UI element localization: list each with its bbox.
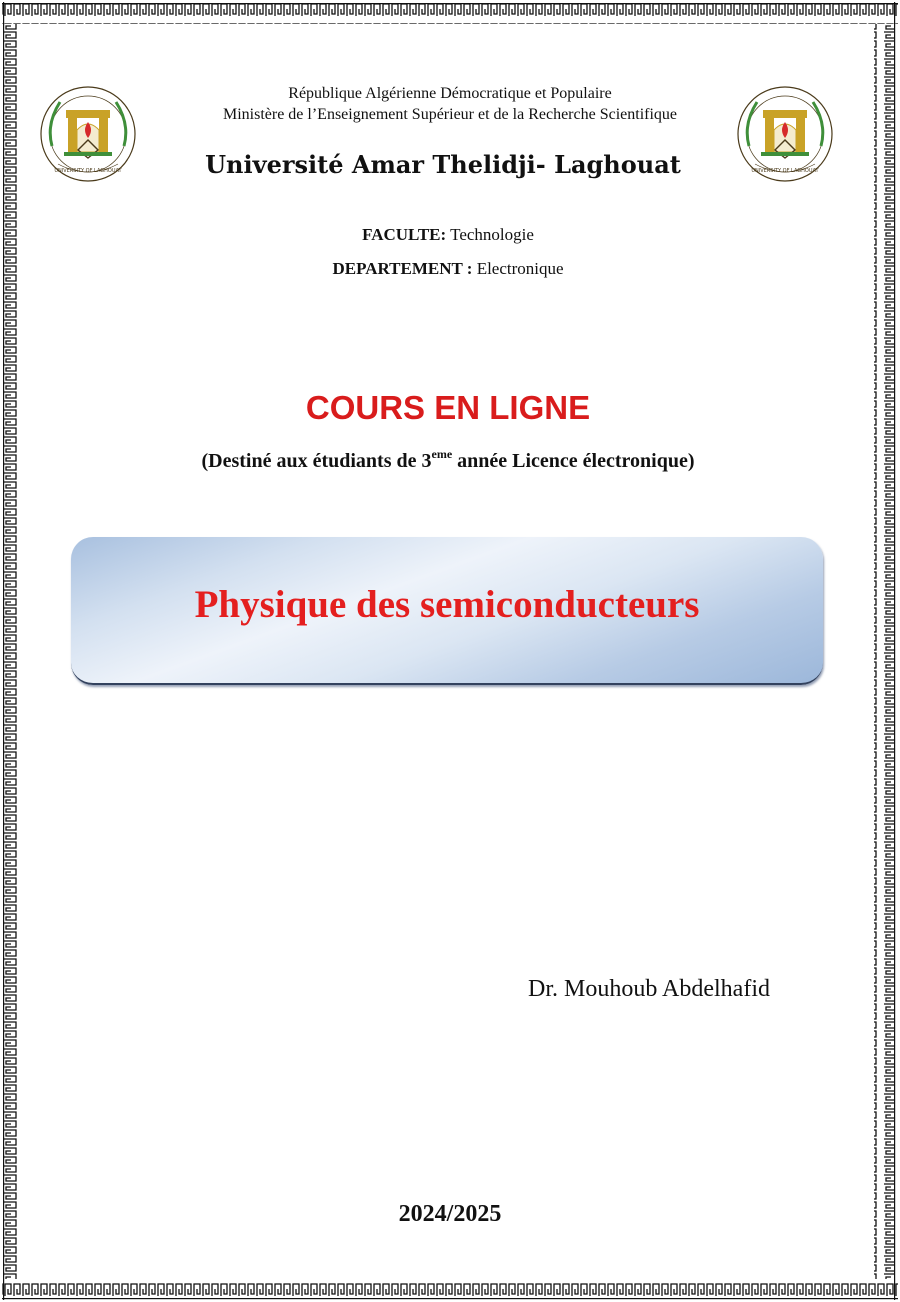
author-name: Dr. Mouhoub Abdelhafid — [528, 976, 770, 1002]
logo-text: UNIVERSITY OF LAGHOUAT — [54, 168, 122, 174]
course-title: Physique des semiconducteurs — [194, 583, 700, 626]
audience-prefix: (Destiné aux étudiants de 3 — [201, 450, 432, 472]
department-line — [0, 259, 896, 279]
faculty-value: Technologie — [450, 225, 534, 244]
online-course-heading: COURS EN LIGNE — [305, 389, 591, 426]
republic-line: République Algérienne Démocratique et Populaire — [288, 85, 612, 102]
audience-line — [0, 447, 896, 473]
audience-suffix: année Licence électronique) — [452, 450, 695, 472]
audience-superscript: eme — [431, 447, 453, 461]
department-value: Electronique — [476, 259, 564, 278]
department-label: DEPARTEMENT : — [332, 259, 473, 278]
academic-year: 2024/2025 — [398, 1201, 502, 1227]
faculty-line — [0, 225, 896, 245]
ministry-line: Ministère de l’Enseignement Supérieur et de la Recherche Scientifique — [222, 106, 678, 123]
faculty-label: FACULTE: — [362, 225, 447, 244]
course-title-box — [71, 537, 823, 685]
university-name: Université Amar Thelidji- Laghouat — [205, 150, 681, 179]
logo-text: UNIVERSITY OF LAGHOUAT — [751, 168, 819, 174]
